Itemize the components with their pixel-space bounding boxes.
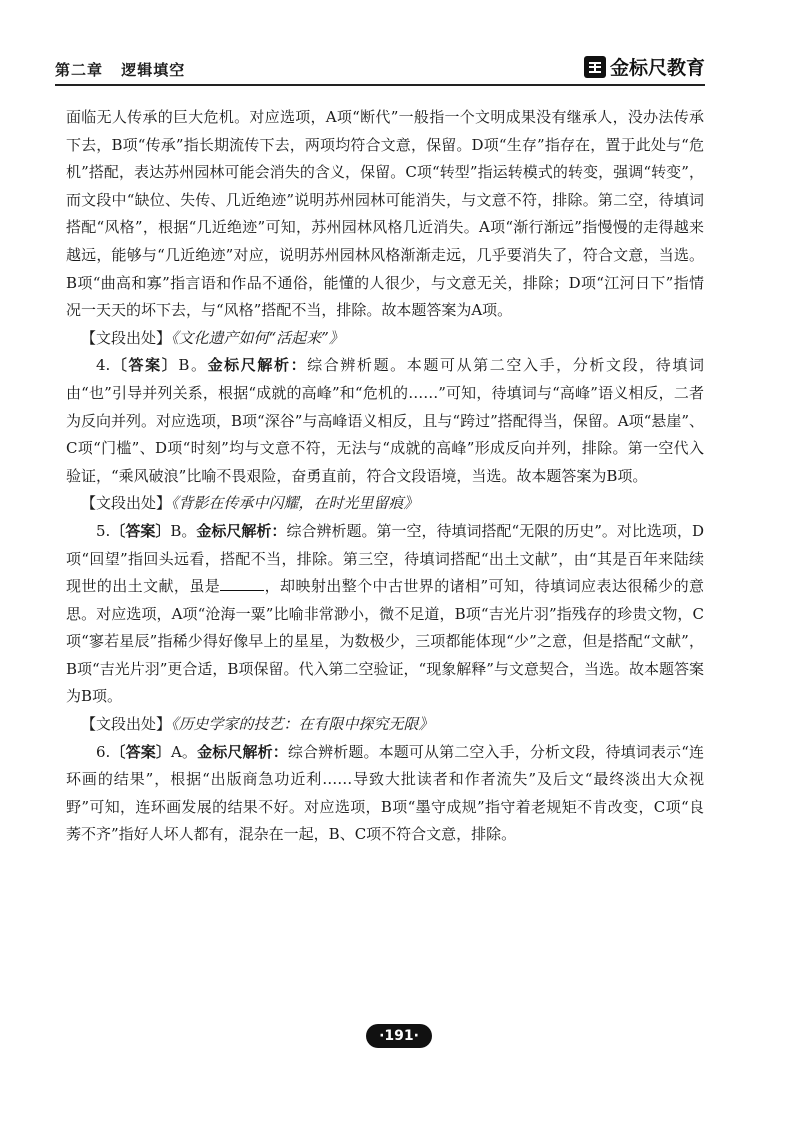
answer-label: 〔答案〕 bbox=[110, 356, 179, 375]
source-line-2 bbox=[66, 490, 704, 518]
answer-label: 〔答案〕 bbox=[110, 521, 171, 540]
analysis-label: 金标尺解析： bbox=[207, 356, 308, 375]
answer-item-6 bbox=[66, 739, 704, 849]
source-title: 《文化遗产如何“活起来”》 bbox=[171, 328, 344, 347]
analysis-text: 综合辨析题。本题可从第二空入手，分析文段，待填词由“也”引导并列关系，根据“成就的高峰”和“危机的……”可知，待填词与“高峰”语义相反，二者为反向并列。对应选项，B项“深谷”与高峰语义相反，且与“跨过”搭配得当，保留。A项“悬崖”、C项“门槛”、D项“时刻”均与文意不符，无法与“成就的高峰”形成反向并列，排除。第一空代入验证，“乘风破浪”比喻不畏艰险，奋勇直前，符合文段语境，当选。故本题答案为B项。 bbox=[66, 356, 704, 485]
fill-in-blank bbox=[220, 576, 264, 591]
answer-value: B。 bbox=[170, 521, 197, 540]
analysis-label: 金标尺解析： bbox=[197, 742, 288, 761]
chapter-heading bbox=[55, 59, 185, 80]
page-header bbox=[55, 52, 705, 86]
answer-value: B。 bbox=[178, 356, 208, 375]
source-line-1 bbox=[66, 325, 704, 353]
analysis-text-part-2: ，却映射出整个中古世界的诸相”可知，待填词应表达很稀少的意思。对应选项，A项“沧海一粟”比喻非常渺小，微不足道，B项“吉光片羽”指残存的珍贵文物，C项“寥若星辰”指稀少得好像早上的星星，为数极少，三项都能体现“少”之意，但是搭配“文献”，B项“吉光片羽”更合适，B项保留。代入第二空验证，“现象解释”与文意契合，当选。故本题答案为B项。 bbox=[66, 577, 704, 706]
page-body bbox=[66, 104, 704, 849]
answer-label: 〔答案〕 bbox=[110, 742, 171, 761]
answer-value: A。 bbox=[170, 742, 198, 761]
source-label: 【文段出处】 bbox=[81, 715, 172, 734]
item-number: 5. bbox=[96, 521, 111, 540]
chapter-number: 第二章 bbox=[55, 61, 104, 79]
source-label: 【文段出处】 bbox=[81, 494, 172, 513]
brand-mark-icon bbox=[584, 56, 606, 78]
brand-name: 金标尺教育 bbox=[609, 57, 705, 79]
answer-item-4 bbox=[66, 352, 704, 490]
item-number: 6. bbox=[96, 742, 111, 761]
brand-logo bbox=[584, 53, 705, 80]
page-number: ·191· bbox=[366, 1024, 432, 1048]
source-line-3 bbox=[66, 711, 704, 739]
analysis-label: 金标尺解析： bbox=[196, 521, 287, 540]
item-number: 4. bbox=[96, 356, 111, 375]
answer-item-5 bbox=[66, 518, 704, 711]
paragraph-continued: 面临无人传承的巨大危机。对应选项，A项“断代”一般指一个文明成果没有继承人，没办法传承下去，B项“传承”指长期流传下去，两项均符合文意，保留。D项“生存”指存在，置于此处与“危机”搭配，表达苏州园林可能会消失的含义，保留。C项“转型”指运转模式的转变，强调“转变”，而文段中“缺位、失传、几近绝迹”说明苏州园林可能消失，与文意不符，排除。第二空，待填词搭配“风格”，根据“几近绝迹”可知，苏州园林风格几近消失。A项“渐行渐远”指慢慢的走得越来越远，能够与“几近绝迹”对应，说明苏州园林风格渐渐走远，几乎要消失了，符合文意，当选。B项“曲高和寡”指言语和作品不通俗，能懂的人很少，与文意无关，排除；D项“江河日下”指情况一天天的坏下去，与“风格”搭配不当，排除。故本题答案为A项。 bbox=[66, 108, 704, 320]
source-label: 【文段出处】 bbox=[81, 328, 172, 347]
analysis-text: 综合辨析题。本题可从第二空入手，分析文段，待填词表示“连环画的结果”，根据“出版商急功近利……导致大批读者和作者流失”及后文“最终淡出大众视野”可知，连环画发展的结果不好。对应选项，B项“墨守成规”指守着老规矩不肯改变，C项“良莠不齐”指好人坏人都有，混杂在一起，B、C项不符合文意，排除。 bbox=[66, 742, 704, 844]
chapter-title: 逻辑填空 bbox=[121, 61, 186, 79]
source-title: 《背影在传承中闪耀，在时光里留痕》 bbox=[171, 494, 419, 513]
source-title: 《历史学家的技艺：在有限中探究无限》 bbox=[171, 715, 434, 734]
analysis-text-part-1: 综合辨析题。第一空，待填词搭配“无限的历史”。对比选项，D项“回望”指回头远看，搭配不当，排除。第三空，待填词搭配“出土文献”，由“其是百年来陆续现世的出土文献，虽是 bbox=[66, 521, 704, 596]
